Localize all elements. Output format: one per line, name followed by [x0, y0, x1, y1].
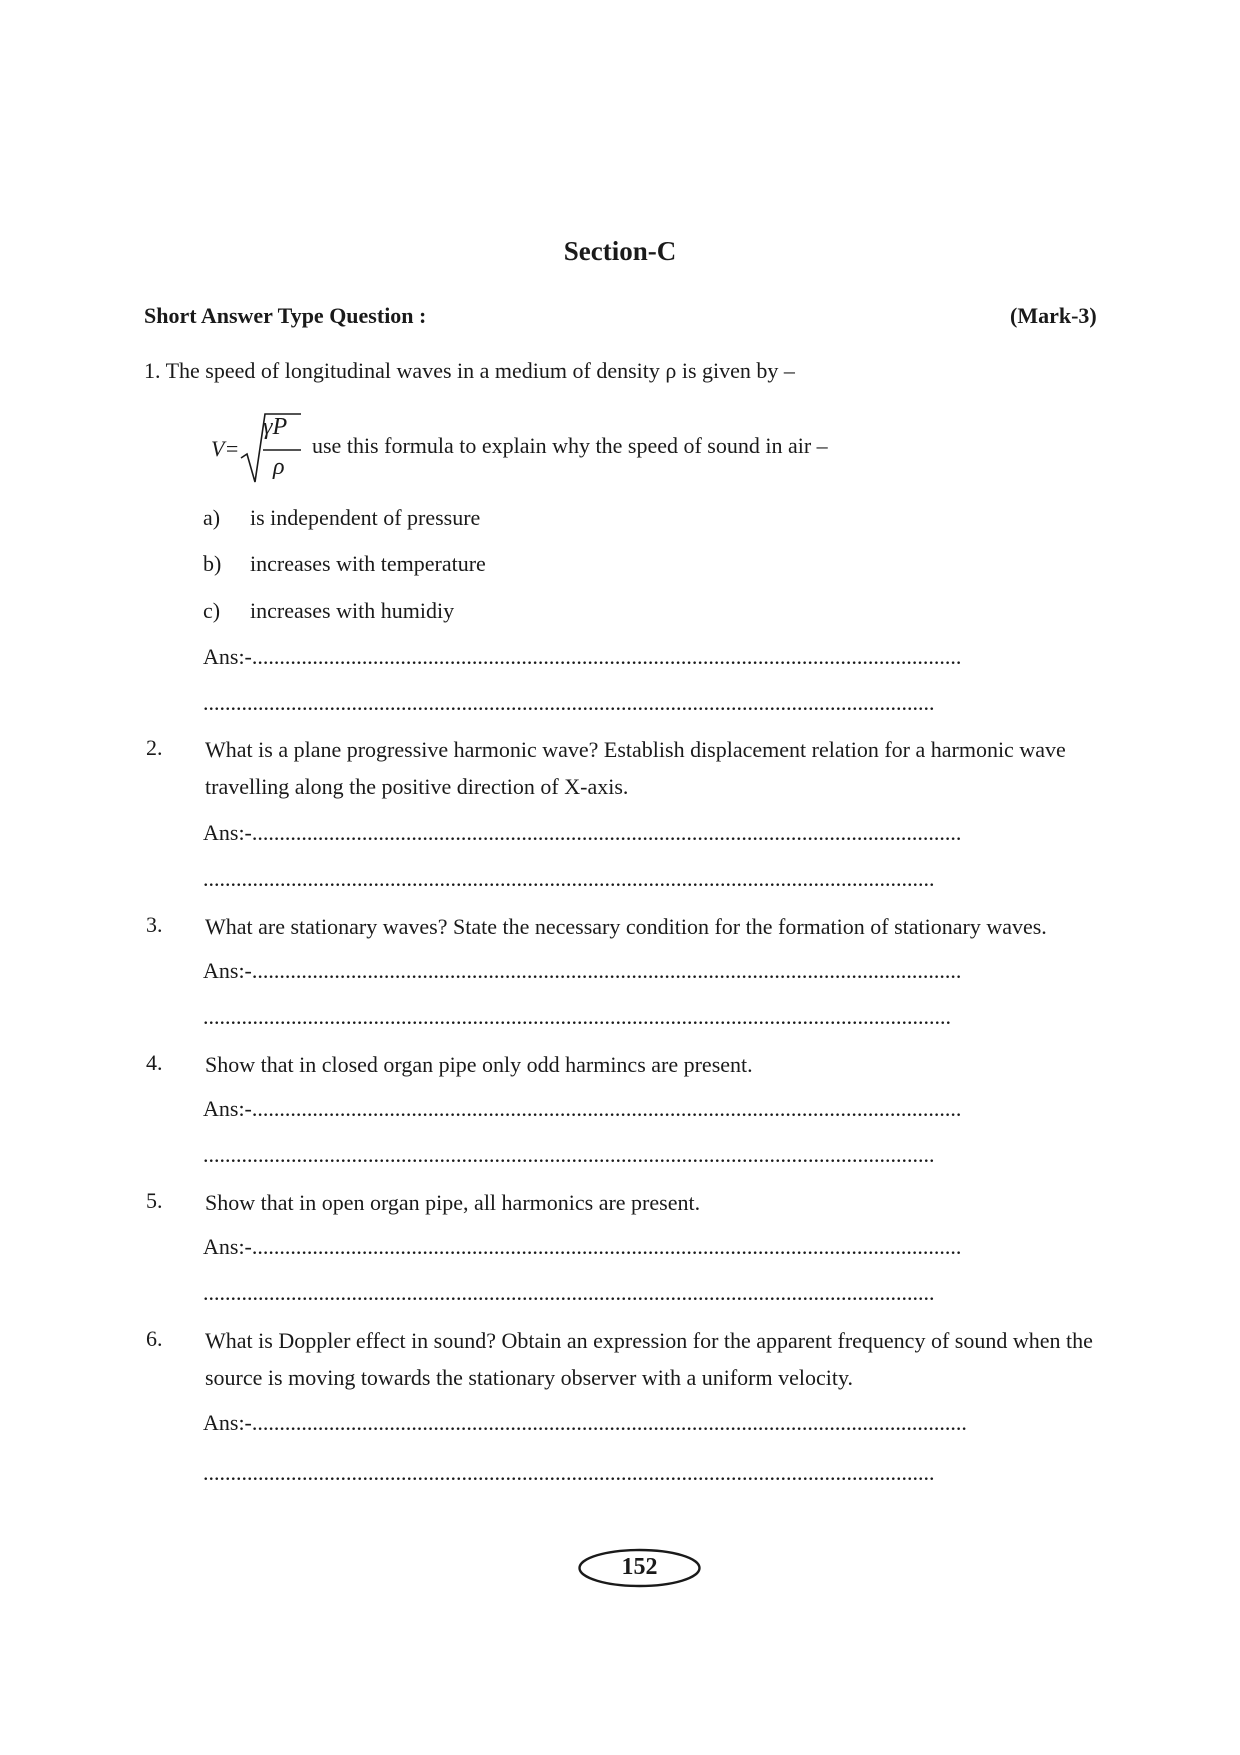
answer-line-2-q2: ..................................................................................................................................... — [203, 866, 935, 891]
answer-line-2-q1: ..................................................................................................................................... — [203, 690, 935, 715]
formula-numerator: γP — [263, 414, 288, 440]
answer-line-2-q5: ..................................................................................................................................... — [203, 1280, 935, 1305]
question-type-heading: Short Answer Type Question : — [144, 303, 427, 328]
question-3-number: 3. — [146, 912, 163, 937]
option-b-text: increases with temperature — [250, 551, 486, 576]
option-a-text: is independent of pressure — [250, 505, 481, 530]
answer-line-1-q3: Ans:-................................................................................................................................. — [203, 958, 962, 983]
marks-label: (Mark-3) — [1010, 303, 1097, 328]
answer-line-2-q6: ..................................................................................................................................... — [203, 1460, 935, 1485]
answer-line-1-q1: Ans:-................................................................................................................................. — [203, 644, 962, 669]
answer-line-2-q3: ........................................................................................................................................ — [203, 1004, 951, 1029]
option-b-label: b) — [203, 551, 222, 576]
page-number-badge — [577, 1547, 702, 1589]
formula-lhs: V= — [211, 436, 240, 461]
page-number: 152 — [621, 1554, 658, 1580]
question-5-text: Show that in open organ pipe, all harmonics are present. — [205, 1190, 701, 1215]
question-6-text: What is Doppler effect in sound? Obtain an expression for the apparent frequency of sound when the source is moving towards the stationary observer with a uniform velocity. — [205, 1328, 1093, 1390]
option-c-text: increases with humidiy — [250, 598, 455, 623]
answer-line-1-q6: Ans:-.................................................................................................................................. — [203, 1410, 967, 1435]
question-6-number: 6. — [146, 1326, 163, 1351]
question-4-number: 4. — [146, 1050, 163, 1075]
answer-line-1-q4: Ans:-................................................................................................................................. — [203, 1096, 962, 1121]
question-1-intro: 1. The speed of longitudinal waves in a medium of density ρ is given by – — [144, 358, 795, 383]
question-2-number: 2. — [146, 735, 163, 760]
option-c-label: c) — [203, 598, 221, 623]
question-3-text: What are stationary waves? State the necessary condition for the formation of stationary waves. — [205, 914, 1047, 939]
section-title: Section-C — [563, 236, 677, 266]
question-2-text: What is a plane progressive harmonic wave? Establish displacement relation for a harmonic wave travelling along the positive direction of X-axis. — [205, 737, 1066, 799]
question-5-number: 5. — [146, 1188, 163, 1213]
answer-line-2-q4: ..................................................................................................................................... — [203, 1142, 935, 1167]
option-a-label: a) — [203, 505, 221, 530]
formula-explanation: use this formula to explain why the speed of sound in air – — [312, 433, 828, 458]
formula-denominator: ρ — [273, 454, 285, 480]
answer-line-1-q2: Ans:-................................................................................................................................. — [203, 820, 962, 845]
question-4-text: Show that in closed organ pipe only odd harmincs are present. — [205, 1052, 753, 1077]
answer-line-1-q5: Ans:-................................................................................................................................. — [203, 1234, 962, 1259]
speed-formula — [211, 410, 301, 490]
